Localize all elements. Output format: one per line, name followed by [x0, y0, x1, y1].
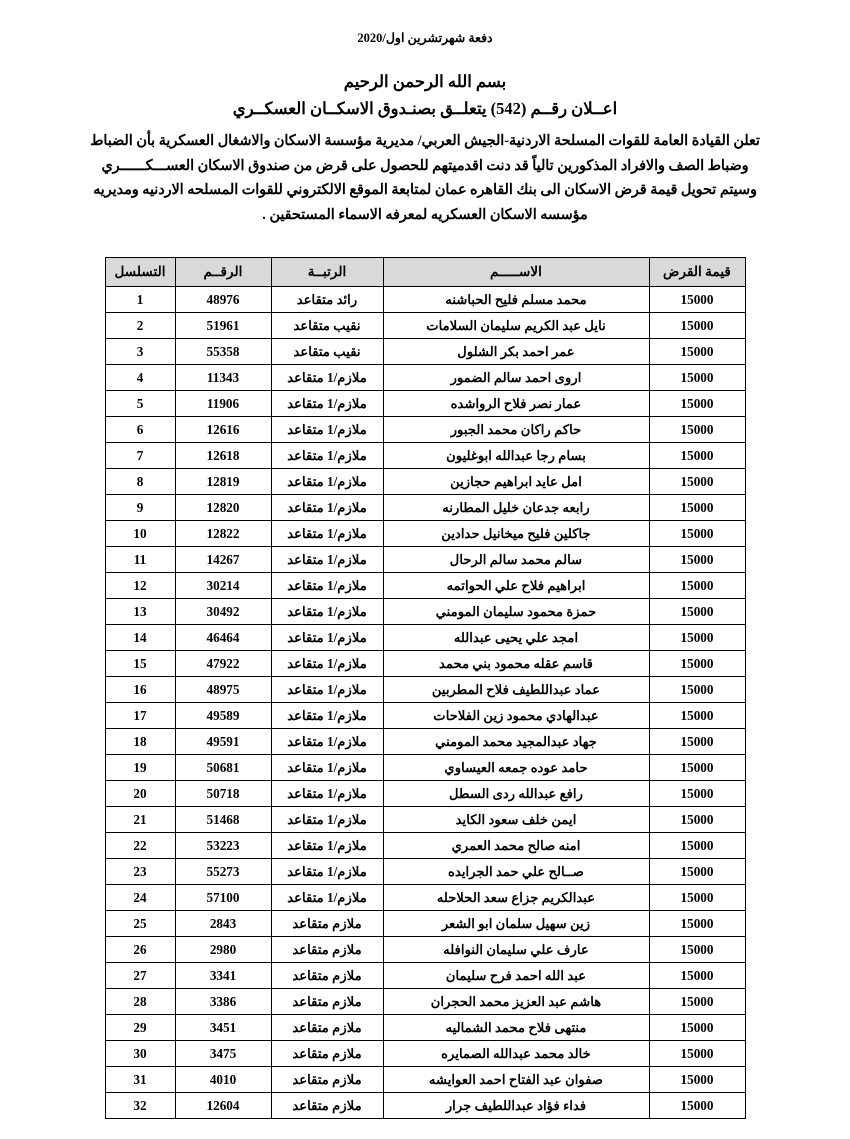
cell-number: 11906	[175, 391, 271, 417]
cell-seq: 12	[105, 573, 175, 599]
cell-rank: ملازم/1 متقاعد	[271, 391, 383, 417]
cell-number: 55358	[175, 339, 271, 365]
cell-seq: 26	[105, 937, 175, 963]
cell-amount: 15000	[649, 625, 745, 651]
table-row	[105, 833, 745, 859]
cell-rank: رائد متقاعد	[271, 287, 383, 313]
cell-seq: 4	[105, 365, 175, 391]
cell-rank: ملازم/1 متقاعد	[271, 625, 383, 651]
table-row	[105, 859, 745, 885]
cell-amount: 15000	[649, 833, 745, 859]
cell-rank: ملازم/1 متقاعد	[271, 807, 383, 833]
cell-seq: 23	[105, 859, 175, 885]
announcement-body	[73, 129, 778, 227]
cell-number: 53223	[175, 833, 271, 859]
cell-seq: 3	[105, 339, 175, 365]
cell-amount: 15000	[649, 417, 745, 443]
cell-amount: 15000	[649, 495, 745, 521]
cell-number: 30214	[175, 573, 271, 599]
cell-seq: 24	[105, 885, 175, 911]
body-paragraph-3: وسيتم تحويل قيمة قرض الاسكان الى بنك القاهره عمان لمتابعة الموقع الالكتروني للقوات المسلحه الاردنيه ومديريه	[93, 182, 757, 199]
table-row	[105, 1015, 745, 1041]
cell-name: جاكلين فليح ميخانيل حدادين	[383, 521, 649, 547]
announcement-title: اعــلان رقــم (542) يتعلــق بصنـدوق الاسكــان العسكــري	[232, 99, 618, 118]
cell-rank: نقيب متقاعد	[271, 339, 383, 365]
cell-amount: 15000	[649, 1093, 745, 1119]
cell-amount: 15000	[649, 339, 745, 365]
cell-rank: ملازم/1 متقاعد	[271, 859, 383, 885]
cell-number: 4010	[175, 1067, 271, 1093]
cell-amount: 15000	[649, 859, 745, 885]
cell-seq: 17	[105, 703, 175, 729]
cell-number: 49589	[175, 703, 271, 729]
table-row	[105, 807, 745, 833]
cell-number: 48976	[175, 287, 271, 313]
cell-seq: 8	[105, 469, 175, 495]
cell-rank: ملازم متقاعد	[271, 937, 383, 963]
cell-name: عماد عبداللطيف فلاح المطربين	[383, 677, 649, 703]
cell-amount: 15000	[649, 885, 745, 911]
table-row	[105, 781, 745, 807]
cell-amount: 15000	[649, 911, 745, 937]
table-row	[105, 1093, 745, 1119]
table-body	[105, 287, 745, 1119]
cell-amount: 15000	[649, 1015, 745, 1041]
cell-seq: 25	[105, 911, 175, 937]
cell-seq: 32	[105, 1093, 175, 1119]
cell-rank: ملازم/1 متقاعد	[271, 469, 383, 495]
cell-amount: 15000	[649, 469, 745, 495]
table-row	[105, 573, 745, 599]
cell-number: 11343	[175, 365, 271, 391]
cell-amount: 15000	[649, 443, 745, 469]
cell-seq: 22	[105, 833, 175, 859]
cell-number: 50718	[175, 781, 271, 807]
cell-rank: ملازم/1 متقاعد	[271, 729, 383, 755]
cell-rank: ملازم/1 متقاعد	[271, 703, 383, 729]
table-row	[105, 625, 745, 651]
cell-number: 2980	[175, 937, 271, 963]
table-row	[105, 495, 745, 521]
cell-name: حاكم راكان محمد الجبور	[383, 417, 649, 443]
cell-number: 49591	[175, 729, 271, 755]
cell-number: 55273	[175, 859, 271, 885]
table-row	[105, 885, 745, 911]
table-row	[105, 911, 745, 937]
cell-name: محمد مسلم فليح الحباشنه	[383, 287, 649, 313]
cell-rank: نقيب متقاعد	[271, 313, 383, 339]
cell-seq: 21	[105, 807, 175, 833]
cell-rank: ملازم متقاعد	[271, 989, 383, 1015]
cell-amount: 15000	[649, 963, 745, 989]
cell-amount: 15000	[649, 807, 745, 833]
cell-name: امل عايد ابراهيم حجازين	[383, 469, 649, 495]
cell-rank: ملازم/1 متقاعد	[271, 651, 383, 677]
cell-number: 51468	[175, 807, 271, 833]
cell-number: 48975	[175, 677, 271, 703]
cell-rank: ملازم/1 متقاعد	[271, 781, 383, 807]
cell-amount: 15000	[649, 651, 745, 677]
table-row	[105, 963, 745, 989]
table-row	[105, 417, 745, 443]
cell-number: 51961	[175, 313, 271, 339]
cell-rank: ملازم/1 متقاعد	[271, 417, 383, 443]
body-paragraph-4: مؤسسه الاسكان العسكريه لمعرفه الاسماء المستحقين .	[262, 206, 588, 223]
cell-amount: 15000	[649, 599, 745, 625]
cell-number: 47922	[175, 651, 271, 677]
cell-seq: 18	[105, 729, 175, 755]
cell-number: 12819	[175, 469, 271, 495]
cell-number: 3341	[175, 963, 271, 989]
bismillah-line: بسم الله الرحمن الرحيم	[343, 72, 507, 91]
column-header-seq: التسلسل	[105, 258, 175, 287]
cell-number: 30492	[175, 599, 271, 625]
cell-name: زين سهيل سلمان ابو الشعر	[383, 911, 649, 937]
cell-seq: 20	[105, 781, 175, 807]
cell-name: صــالح علي حمد الجرايده	[383, 859, 649, 885]
cell-name: جهاد عبدالمجيد محمد المومني	[383, 729, 649, 755]
cell-number: 3475	[175, 1041, 271, 1067]
cell-name: حمزة محمود سليمان المومني	[383, 599, 649, 625]
cell-name: رافع عبدالله ردى السطل	[383, 781, 649, 807]
table-row	[105, 651, 745, 677]
cell-amount: 15000	[649, 729, 745, 755]
cell-name: ايمن خلف سعود الكايد	[383, 807, 649, 833]
cell-number: 12820	[175, 495, 271, 521]
column-header-amount: قيمة القرض	[649, 258, 745, 287]
body-paragraph-2: وضباط الصف والافراد المذكورين تالياً قد دنت اقدميتهم للحصول على قرض من صندوق الاسكان العســـكــــــري	[101, 157, 749, 174]
cell-rank: ملازم/1 متقاعد	[271, 833, 383, 859]
table-row	[105, 937, 745, 963]
cell-amount: 15000	[649, 365, 745, 391]
cell-rank: ملازم متقاعد	[271, 1093, 383, 1119]
cell-number: 12822	[175, 521, 271, 547]
cell-name: عارف علي سليمان النوافله	[383, 937, 649, 963]
column-header-number: الرقــم	[175, 258, 271, 287]
cell-rank: ملازم متقاعد	[271, 1067, 383, 1093]
cell-seq: 28	[105, 989, 175, 1015]
table-row	[105, 313, 745, 339]
cell-seq: 13	[105, 599, 175, 625]
cell-rank: ملازم/1 متقاعد	[271, 573, 383, 599]
cell-number: 12618	[175, 443, 271, 469]
table-header	[105, 258, 745, 287]
cell-amount: 15000	[649, 287, 745, 313]
table-row	[105, 287, 745, 313]
cell-name: عبد الله احمد فرح سليمان	[383, 963, 649, 989]
table-row	[105, 339, 745, 365]
cell-amount: 15000	[649, 391, 745, 417]
cell-seq: 6	[105, 417, 175, 443]
cell-name: قاسم عقله محمود بني محمد	[383, 651, 649, 677]
cell-name: سالم محمد سالم الرحال	[383, 547, 649, 573]
cell-name: عمر احمد بكر الشلول	[383, 339, 649, 365]
cell-number: 3386	[175, 989, 271, 1015]
cell-rank: ملازم/1 متقاعد	[271, 885, 383, 911]
cell-name: عبدالكريم جزاع سعد الحلاحله	[383, 885, 649, 911]
table-row	[105, 391, 745, 417]
cell-seq: 27	[105, 963, 175, 989]
cell-rank: ملازم/1 متقاعد	[271, 365, 383, 391]
table-row	[105, 521, 745, 547]
cell-amount: 15000	[649, 547, 745, 573]
table-row	[105, 677, 745, 703]
table-row	[105, 1067, 745, 1093]
cell-seq: 9	[105, 495, 175, 521]
cell-rank: ملازم/1 متقاعد	[271, 443, 383, 469]
body-paragraph-1: تعلن القيادة العامة للقوات المسلحة الاردنية-الجيش العربي/ مديرية مؤسسة الاسكان والاشغال العسكرية بأن الضباط	[90, 133, 760, 149]
cell-name: نايل عبد الكريم سليمان السلامات	[383, 313, 649, 339]
cell-seq: 2	[105, 313, 175, 339]
cell-seq: 5	[105, 391, 175, 417]
column-header-name: الاســـــم	[383, 258, 649, 287]
cell-number: 46464	[175, 625, 271, 651]
table-row	[105, 703, 745, 729]
cell-amount: 15000	[649, 781, 745, 807]
cell-seq: 7	[105, 443, 175, 469]
cell-rank: ملازم متقاعد	[271, 1015, 383, 1041]
cell-amount: 15000	[649, 1067, 745, 1093]
cell-amount: 15000	[649, 1041, 745, 1067]
cell-seq: 11	[105, 547, 175, 573]
cell-name: اروى احمد سالم الضمور	[383, 365, 649, 391]
beneficiaries-table	[105, 257, 746, 1119]
cell-name: عمار نصر فلاح الرواشده	[383, 391, 649, 417]
cell-rank: ملازم متقاعد	[271, 1041, 383, 1067]
cell-rank: ملازم متقاعد	[271, 963, 383, 989]
cell-seq: 14	[105, 625, 175, 651]
cell-seq: 29	[105, 1015, 175, 1041]
cell-rank: ملازم متقاعد	[271, 911, 383, 937]
cell-number: 50681	[175, 755, 271, 781]
table-row	[105, 599, 745, 625]
column-header-rank: الرتبــة	[271, 258, 383, 287]
cell-amount: 15000	[649, 755, 745, 781]
cell-seq: 19	[105, 755, 175, 781]
cell-name: عبدالهادي محمود زين الفلاحات	[383, 703, 649, 729]
cell-number: 12604	[175, 1093, 271, 1119]
title-block	[58, 72, 792, 119]
cell-rank: ملازم/1 متقاعد	[271, 599, 383, 625]
cell-amount: 15000	[649, 937, 745, 963]
cell-seq: 15	[105, 651, 175, 677]
document-header-note: دفعة شهرتشرين اول/2020	[357, 31, 493, 45]
table-row	[105, 1041, 745, 1067]
table-row	[105, 989, 745, 1015]
table-row	[105, 469, 745, 495]
cell-name: فداء فؤاد عبداللطيف جرار	[383, 1093, 649, 1119]
cell-name: امنه صالح محمد العمري	[383, 833, 649, 859]
cell-amount: 15000	[649, 703, 745, 729]
table-row	[105, 547, 745, 573]
cell-name: امجد علي يحيى عبدالله	[383, 625, 649, 651]
cell-amount: 15000	[649, 521, 745, 547]
table-row	[105, 443, 745, 469]
cell-name: حامد عوده جمعه العيساوي	[383, 755, 649, 781]
cell-rank: ملازم/1 متقاعد	[271, 677, 383, 703]
cell-seq: 16	[105, 677, 175, 703]
cell-rank: ملازم/1 متقاعد	[271, 495, 383, 521]
cell-seq: 31	[105, 1067, 175, 1093]
cell-name: خالد محمد عبدالله الصمايره	[383, 1041, 649, 1067]
cell-number: 57100	[175, 885, 271, 911]
cell-number: 12616	[175, 417, 271, 443]
cell-amount: 15000	[649, 989, 745, 1015]
table-header-row	[105, 258, 745, 287]
cell-name: هاشم عبد العزيز محمد الحجران	[383, 989, 649, 1015]
cell-seq: 1	[105, 287, 175, 313]
cell-number: 2843	[175, 911, 271, 937]
table-row	[105, 729, 745, 755]
table-row	[105, 755, 745, 781]
cell-name: رابعه جدعان خليل المطارنه	[383, 495, 649, 521]
cell-seq: 10	[105, 521, 175, 547]
cell-name: بسام رجا عبدالله ابوغليون	[383, 443, 649, 469]
cell-rank: ملازم/1 متقاعد	[271, 755, 383, 781]
cell-name: منتهى فلاح محمد الشماليه	[383, 1015, 649, 1041]
table-row	[105, 365, 745, 391]
cell-number: 3451	[175, 1015, 271, 1041]
beneficiaries-table-wrapper	[58, 257, 792, 1119]
cell-amount: 15000	[649, 313, 745, 339]
cell-name: صفوان عبد الفتاح احمد العوايشه	[383, 1067, 649, 1093]
cell-rank: ملازم/1 متقاعد	[271, 547, 383, 573]
cell-rank: ملازم/1 متقاعد	[271, 521, 383, 547]
cell-amount: 15000	[649, 677, 745, 703]
cell-number: 14267	[175, 547, 271, 573]
cell-seq: 30	[105, 1041, 175, 1067]
cell-name: ابراهيم فلاح علي الحواتمه	[383, 573, 649, 599]
cell-amount: 15000	[649, 573, 745, 599]
